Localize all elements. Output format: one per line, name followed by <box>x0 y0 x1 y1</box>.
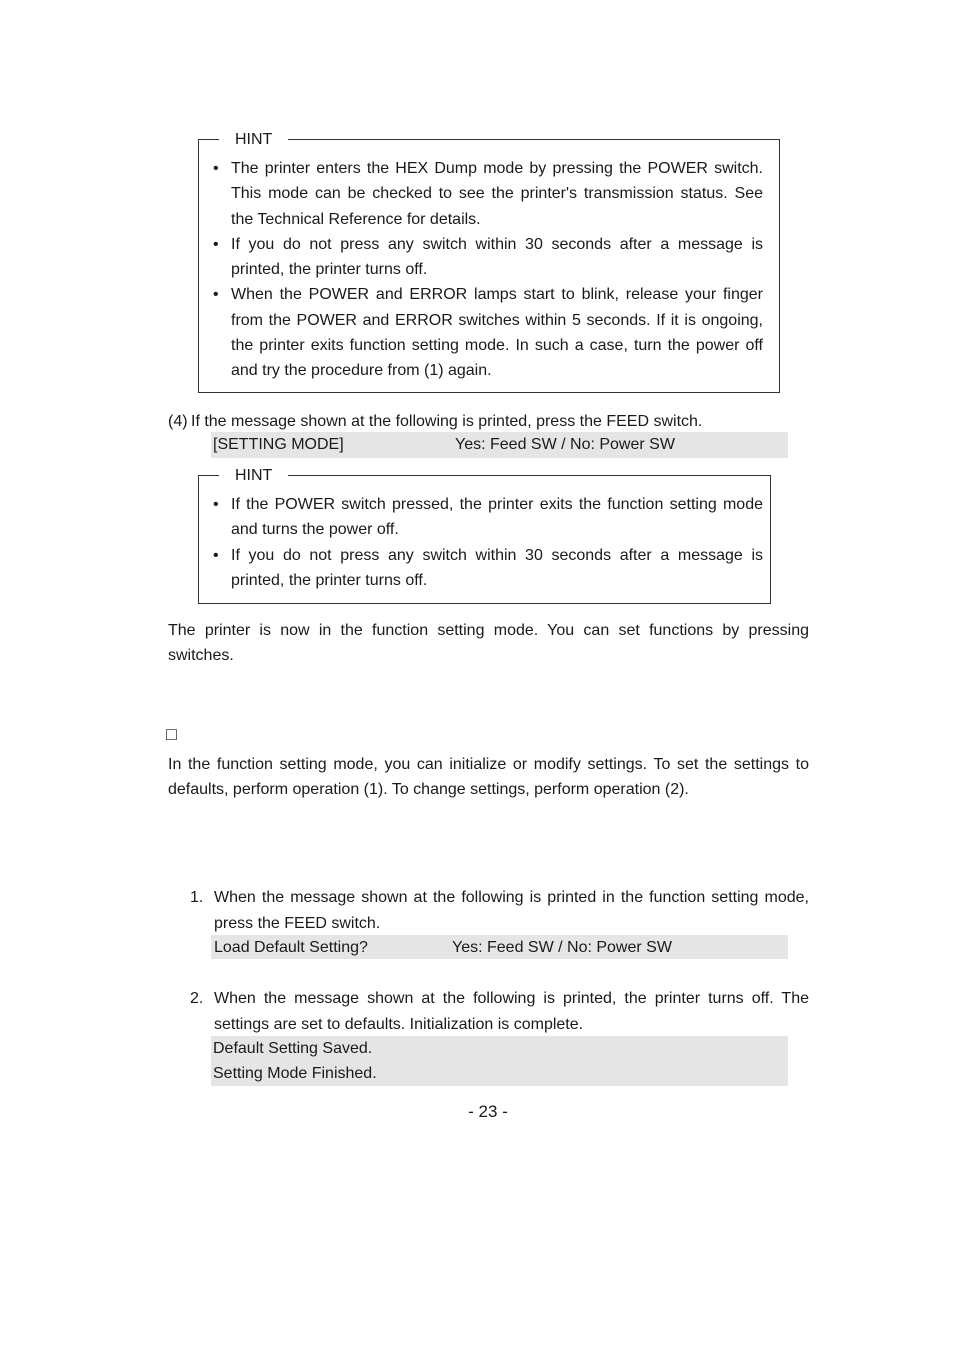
function-mode-paragraph: The printer is now in the function setting mode. You can set functions by pressing switches. <box>168 622 809 664</box>
hint-item: • If you do not press any switch within 30 seconds after a message is printed, the printer turns off. <box>213 232 763 283</box>
page-number: - 23 - <box>468 1102 508 1121</box>
hint-list <box>213 492 763 593</box>
hint-box-2 <box>198 467 771 604</box>
hint-item: • If the POWER switch pressed, the printer exits the function setting mode and turns the power off. <box>213 492 763 543</box>
step-2 <box>190 986 809 1037</box>
hint-label: HINT <box>219 129 288 151</box>
hint-box-1 <box>198 131 780 393</box>
message-left: [SETTING MODE] <box>213 436 344 453</box>
hint-label: HINT <box>219 465 288 487</box>
step-text: When the message shown at the following is printed, the printer turns off. The settings are set to defaults. Initialization is complete. <box>214 990 809 1033</box>
step-text: When the message shown at the following is printed in the function setting mode, press the FEED switch. <box>214 889 809 932</box>
setting-mode-message <box>211 432 788 458</box>
default-saved-message <box>211 1036 788 1086</box>
step-4-text: If the message shown at the following is printed, press the FEED switch. <box>191 413 703 430</box>
message-line-2: Setting Mode Finished. <box>213 1065 377 1082</box>
step-1 <box>190 885 809 936</box>
message-left: Load Default Setting? <box>214 939 368 956</box>
hint-item: • When the POWER and ERROR lamps start to blink, release your finger from the POWER and ERROR switches within 5 seconds. If it is ongoing, the printer exits function setting mode. In such a case, turn the power off and try the procedure from (1) again. <box>213 282 763 383</box>
step-4-number: (4) <box>168 413 188 430</box>
intro-paragraph: In the function setting mode, you can initialize or modify settings. To set the settings to defaults, perform operation (1). To change settings, perform operation (2). <box>168 756 809 798</box>
message-line-1: Default Setting Saved. <box>213 1040 373 1057</box>
section-heading-glyph: □ <box>166 724 177 744</box>
step-number: 2. <box>190 990 204 1007</box>
message-right: Yes: Feed SW / No: Power SW <box>455 436 675 453</box>
step-number: 1. <box>190 889 204 906</box>
hint-list <box>213 156 763 384</box>
hint-item: • If you do not press any switch within 30 seconds after a message is printed, the printer turns off. <box>213 543 763 594</box>
load-default-message <box>211 935 788 959</box>
hint-item: • The printer enters the HEX Dump mode by pressing the POWER switch. This mode can be checked to see the printer's transmission status. See the Technical Reference for details. <box>213 156 763 232</box>
message-right: Yes: Feed SW / No: Power SW <box>452 939 672 956</box>
